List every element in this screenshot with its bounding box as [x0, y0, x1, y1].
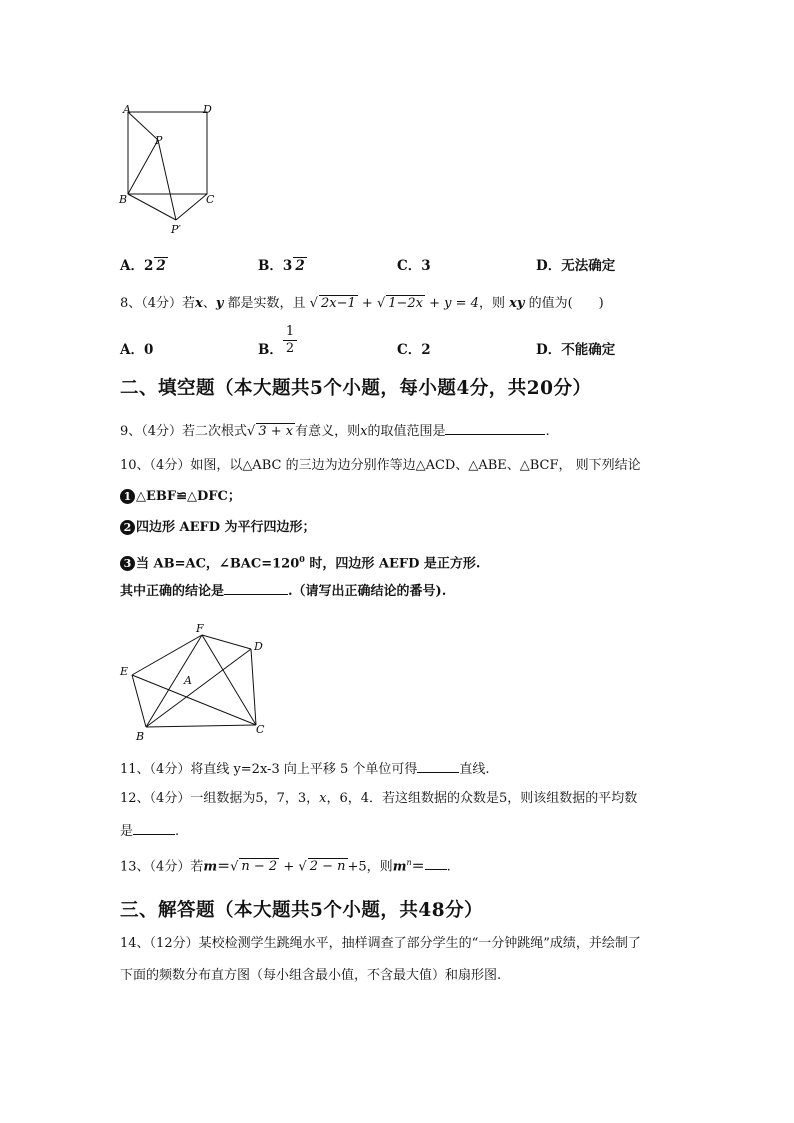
- label-c: C: [206, 193, 215, 206]
- label-d: D: [203, 103, 212, 116]
- segment-bp2: [128, 194, 176, 220]
- question-10-ask: 其中正确的结论是 .（请写出正确结论的番号).: [120, 580, 446, 602]
- q7-option-a: A．2 2: [120, 258, 166, 274]
- answer-blank[interactable]: [224, 580, 288, 595]
- label-b: B: [136, 730, 145, 743]
- circled-number-3: 3: [120, 556, 135, 571]
- question-12-line-2: 是 .: [120, 820, 179, 842]
- segment-ap: [128, 112, 158, 140]
- label-b: B: [119, 193, 128, 206]
- question-9: 9、（4分）若二次根式√ 3 + x 有意义，则x的取值范围是 .: [120, 420, 550, 442]
- conclusion-1: 1 △EBF≌△DFC；: [120, 487, 241, 507]
- label-p-prime: P′: [171, 223, 181, 236]
- sqrt-radicand: 2: [295, 258, 305, 274]
- answer-blank[interactable]: [417, 758, 459, 773]
- question-10-line-1: 10、（4分）如图，以△ABC 的三边为边分别作等边△ACD、△ABE、△BCF， 则下列结论: [120, 458, 641, 473]
- q7-option-c: C．3: [397, 258, 431, 274]
- conclusion-2: 2 四边形 AEFD 为平行四边形；: [120, 518, 316, 538]
- label-a: A: [123, 103, 131, 116]
- q8-option-c: C．2: [397, 342, 431, 358]
- segment-bp: [128, 140, 158, 194]
- question-8: 8、（4分）若x、y 都是实数，且 √ 2x−1 + √ 1−2x + y = 4，则 xy 的值为( ): [120, 296, 604, 311]
- circled-number-2: 2: [120, 520, 135, 535]
- question-12-line-1: 12、（4分）一组数据为5，7，3，x，6，4．若这组数据的众数是5，则该组数据的平均数: [120, 791, 638, 806]
- square-figure: [110, 100, 220, 240]
- section-3-heading: 三、解答题（本大题共5个小题，共48分）: [120, 900, 484, 921]
- answer-blank[interactable]: [445, 420, 545, 435]
- segment-pp2: [158, 140, 176, 220]
- label-f: F: [196, 622, 204, 635]
- segment-cp2: [176, 194, 207, 220]
- question-11: 11、（4分）将直线 y=2x-3 向上平移 5 个单位可得 直线.: [120, 758, 490, 780]
- q8-option-b-fraction: 1 2: [283, 324, 297, 357]
- q7-option-b: B．3 2: [258, 258, 305, 274]
- sqrt-radicand: 2: [156, 258, 166, 274]
- label-d: D: [254, 640, 263, 653]
- answer-blank[interactable]: [425, 855, 447, 870]
- q8-option-a: A．0: [120, 342, 154, 358]
- circled-number-1: 1: [120, 489, 135, 504]
- q7-option-d: D．无法确定: [536, 258, 616, 274]
- section-2-heading: 二、填空题（本大题共5个小题，每小题4分，共20分）: [120, 378, 592, 399]
- question-14-line-1: 14、（12分）某校检测学生跳绳水平，抽样调查了部分学生的“一分钟跳绳”成绩，并绘制了: [120, 936, 641, 951]
- q8-option-d: D．不能确定: [536, 342, 616, 358]
- label-a: A: [184, 674, 192, 687]
- q8-option-b: B．: [258, 342, 283, 358]
- answer-blank[interactable]: [133, 820, 175, 835]
- label-e: E: [120, 665, 129, 678]
- conclusion-3: 3 当 AB=AC，$\angle BAC=120^0$ 时，四边形 AEFD 是正方形.: [120, 549, 480, 574]
- question-14-line-2: 下面的频数分布直方图（每小组含最小值，不含最大值）和扇形图.: [120, 968, 502, 983]
- triangle-figure: [114, 618, 274, 748]
- label-c: C: [256, 723, 265, 736]
- label-p: P: [155, 134, 163, 147]
- question-13: 13、（4分）若m＝√ n − 2 + √ 2 − n +5，则$m^n=$ .: [120, 853, 451, 877]
